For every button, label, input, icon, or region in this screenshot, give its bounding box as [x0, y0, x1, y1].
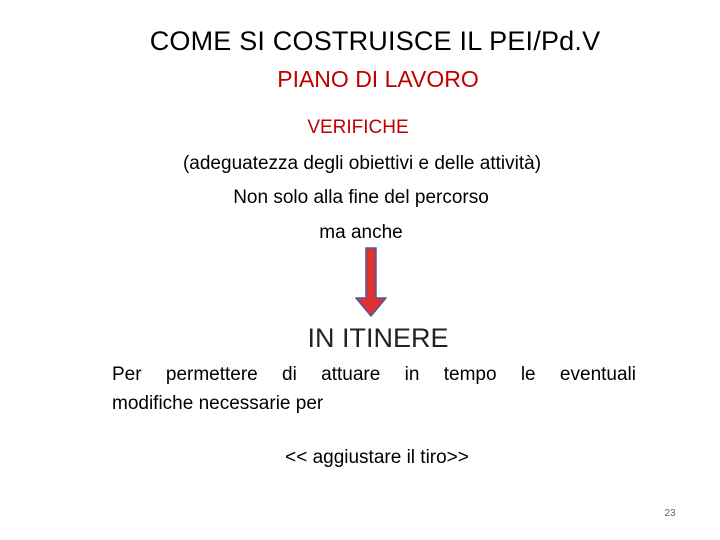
aggiustare-il-tiro: << aggiustare il tiro>>: [285, 447, 469, 468]
paragraph-line-2: modifiche necessarie per: [112, 393, 324, 414]
paragraph-line-1: Per permettere di attuare in tempo le eventuali: [112, 364, 636, 385]
verifiche-heading: VERIFICHE: [307, 117, 409, 138]
in-itinere-heading: IN ITINERE: [307, 323, 449, 353]
body-line-ma-anche: ma anche: [319, 222, 403, 243]
paragraph: [112, 360, 636, 418]
slide-title: COME SI COSTRUISCE IL PEI/Pd.V: [149, 26, 601, 56]
body-line-adeguatezza: (adeguatezza degli obiettivi e delle attività): [182, 153, 542, 174]
slide-subtitle: PIANO DI LAVORO: [277, 66, 479, 92]
page-number: 23: [664, 508, 676, 519]
down-arrow-icon: [354, 246, 388, 318]
body-line-non-solo: Non solo alla fine del percorso: [233, 187, 489, 208]
